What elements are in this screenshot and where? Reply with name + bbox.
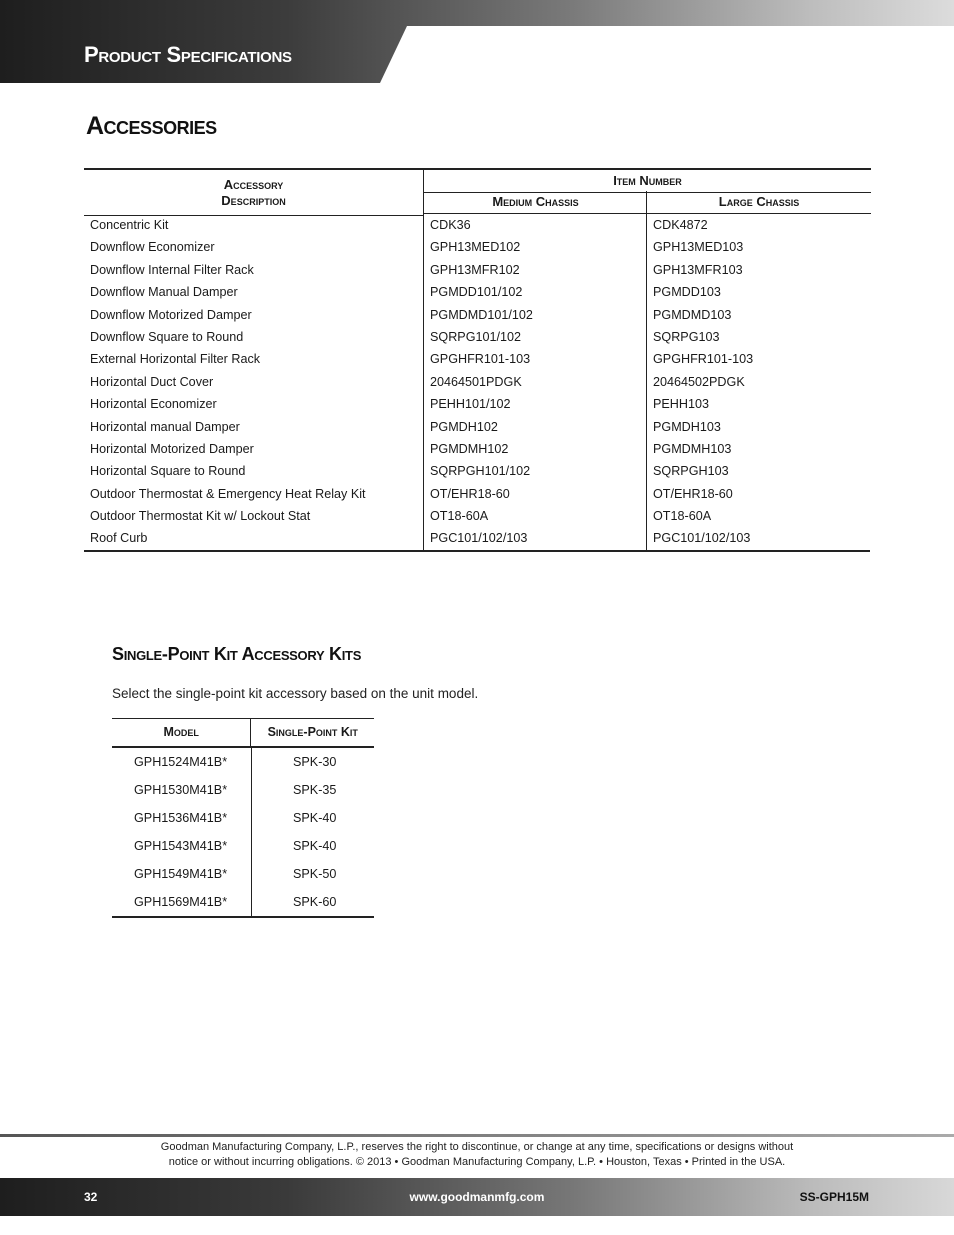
description-cell: Horizontal manual Damper [90, 419, 240, 434]
description-header-line1: Accessory [223, 176, 284, 192]
table-row [84, 326, 870, 348]
medium-cell: SQRPGH101/102 [423, 460, 646, 482]
medium-cell: OT/EHR18-60 [423, 483, 646, 505]
table-row [112, 860, 374, 888]
table-row [84, 371, 870, 393]
medium-cell: PGMDH102 [423, 416, 646, 438]
kit-cell: SPK-30 [251, 748, 374, 776]
large-cell: SQRPGH103 [646, 460, 870, 482]
medium-cell: PGMDMH102 [423, 438, 646, 460]
model-cell: GPH1543M41B* [134, 839, 228, 853]
large-cell: SQRPG103 [646, 326, 870, 348]
large-cell: CDK4872 [646, 214, 870, 236]
page-number: 32 [84, 1190, 98, 1204]
kit-cell: SPK-40 [251, 832, 374, 860]
kit-cell: SPK-40 [251, 804, 374, 832]
footer-legal-text [0, 1140, 954, 1170]
description-header-line2: Description [221, 192, 286, 208]
footer-rule [0, 1134, 954, 1137]
medium-cell: GPGHFR101-103 [423, 348, 646, 370]
large-cell: GPH13MED103 [646, 236, 870, 258]
medium-cell: 20464501PDGK [423, 371, 646, 393]
page-header-title: Product Specifications [84, 42, 292, 67]
medium-cell: OT18-60A [423, 505, 646, 527]
table-row [84, 236, 870, 258]
model-cell: GPH1524M41B* [134, 755, 228, 769]
model-cell: GPH1530M41B* [134, 783, 228, 797]
medium-cell: CDK36 [423, 214, 646, 236]
kit-header: Single-Point Kit [250, 719, 374, 746]
table-row [84, 438, 870, 460]
spk-table-header [112, 719, 374, 748]
header-cutout [380, 26, 954, 83]
table-row [112, 832, 374, 860]
medium-cell: GPH13MFR102 [423, 259, 646, 281]
description-cell: Outdoor Thermostat Kit w/ Lockout Stat [90, 509, 311, 524]
medium-cell: SQRPG101/102 [423, 326, 646, 348]
table-row [84, 281, 870, 303]
large-cell: GPGHFR101-103 [646, 348, 870, 370]
model-cell: GPH1569M41B* [134, 895, 228, 909]
spk-intro-text: Select the single-point kit accessory based on the unit model. [112, 686, 479, 701]
table-row [84, 483, 870, 505]
description-cell: Downflow Internal Filter Rack [90, 262, 254, 277]
large-cell: PGMDH103 [646, 416, 870, 438]
table-row [112, 748, 374, 776]
description-cell: Downflow Economizer [90, 240, 215, 255]
table-row [84, 527, 870, 549]
large-cell: GPH13MFR103 [646, 259, 870, 281]
item-number-header: Item Number [423, 168, 871, 193]
medium-cell: PEHH101/102 [423, 393, 646, 415]
large-cell: PGMDMH103 [646, 438, 870, 460]
large-cell: PGMDD103 [646, 281, 870, 303]
large-chassis-header: Large Chassis [646, 191, 871, 214]
medium-cell: GPH13MED102 [423, 236, 646, 258]
large-cell: OT18-60A [646, 505, 870, 527]
model-header: Model [163, 725, 199, 739]
medium-chassis-header: Medium Chassis [423, 191, 647, 214]
description-cell: Horizontal Square to Round [90, 464, 246, 479]
large-cell: 20464502PDGK [646, 371, 870, 393]
table-row [112, 804, 374, 832]
description-cell: Horizontal Duct Cover [90, 374, 214, 389]
description-cell: Horizontal Economizer [90, 397, 217, 412]
description-cell: Downflow Manual Damper [90, 285, 238, 300]
section-title: Accessories [86, 112, 217, 140]
description-cell: Horizontal Motorized Damper [90, 441, 254, 456]
legal-line-2: notice or without incurring obligations. © 2013 • Goodman Manufacturing Company, L.P. • Houston, Texas • Printed in the USA. [168, 1156, 786, 1168]
accessories-table-body [84, 214, 870, 552]
table-row [84, 393, 870, 415]
description-cell: Downflow Motorized Damper [90, 307, 252, 322]
footer-url-link[interactable]: www.goodmanmfg.com [409, 1190, 545, 1204]
description-cell: Downflow Square to Round [90, 329, 244, 344]
document-code: SS-GPH15M [799, 1190, 869, 1204]
medium-cell: PGC101/102/103 [423, 527, 646, 549]
kit-cell: SPK-60 [251, 888, 374, 916]
table-row [84, 505, 870, 527]
description-cell: External Horizontal Filter Rack [90, 352, 261, 367]
table-row [84, 259, 870, 281]
spk-table [112, 718, 374, 918]
table-row [84, 416, 870, 438]
large-cell: PEHH103 [646, 393, 870, 415]
large-cell: PGC101/102/103 [646, 527, 870, 549]
description-cell: Outdoor Thermostat & Emergency Heat Relay Kit [90, 486, 366, 501]
model-cell: GPH1549M41B* [134, 867, 228, 881]
medium-cell: PGMDD101/102 [423, 281, 646, 303]
kit-cell: SPK-50 [251, 860, 374, 888]
table-row [84, 348, 870, 370]
legal-line-1: Goodman Manufacturing Company, L.P., reserves the right to discontinue, or change at any time, specifications or designs without [160, 1141, 794, 1153]
table-row [84, 214, 870, 236]
description-cell: Concentric Kit [90, 218, 169, 232]
accessory-description-header [84, 168, 423, 216]
model-cell: GPH1536M41B* [134, 811, 228, 825]
table-row [112, 776, 374, 804]
large-cell: OT/EHR18-60 [646, 483, 870, 505]
description-cell: Roof Curb [90, 531, 148, 546]
kit-cell: SPK-35 [251, 776, 374, 804]
table-row [84, 304, 870, 326]
table-row [112, 888, 374, 916]
large-cell: PGMDMD103 [646, 304, 870, 326]
table-row [84, 460, 870, 482]
spk-section-title: Single-Point Kit Accessory Kits [112, 644, 362, 664]
medium-cell: PGMDMD101/102 [423, 304, 646, 326]
